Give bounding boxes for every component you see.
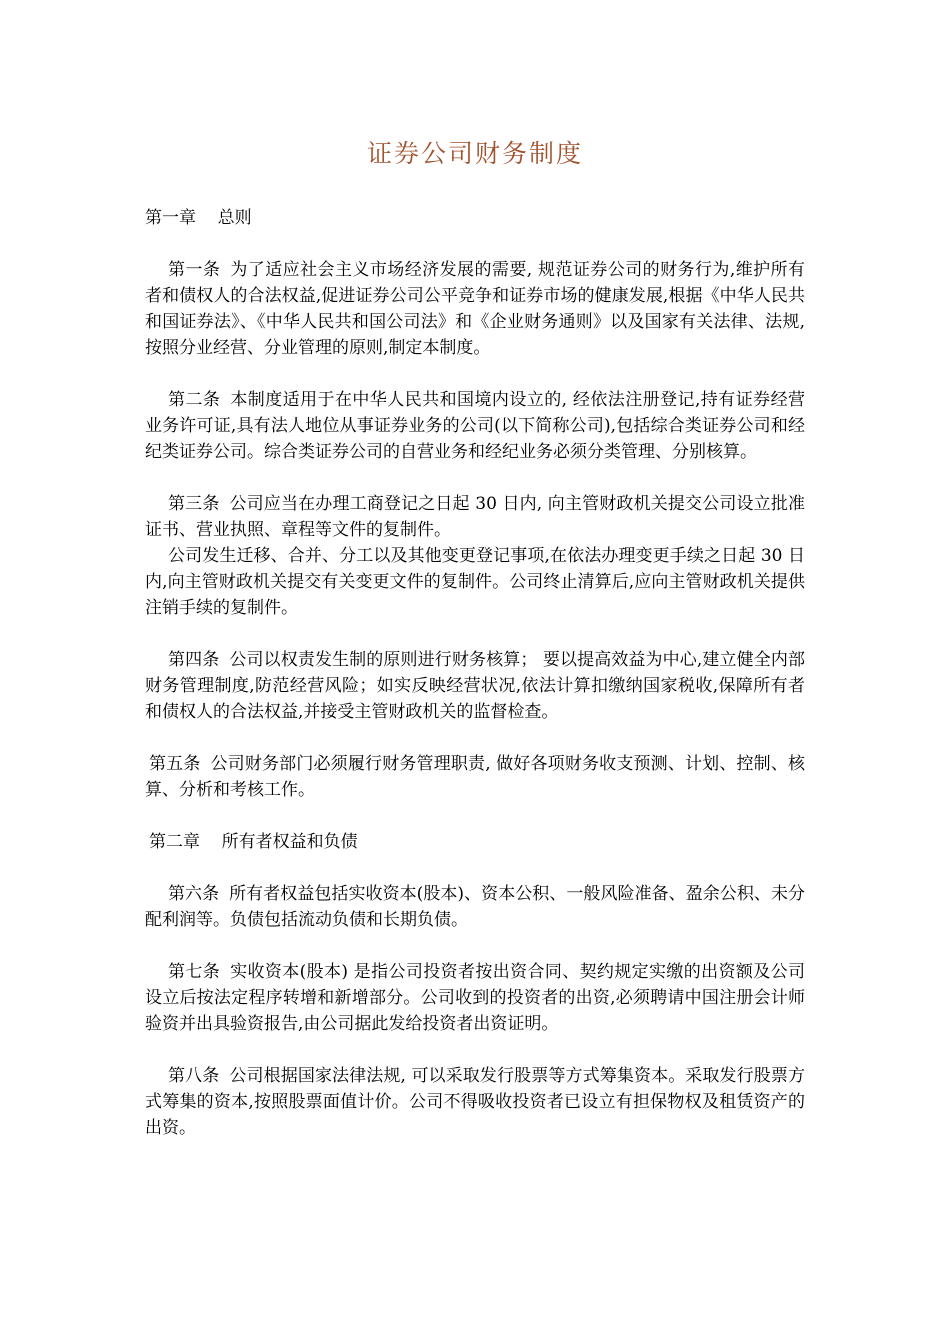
article-text: 本制度适用于在中华人民共和国境内设立的, 经依法注册登记,持有证券经营业务许可证,具有法人地位从事证券业务的公司(以下简称公司),包括综合类证券公司和经纪类证券公司。综合类证券公司的自营业务和经纪业务必须分类管理、分别核算。 xyxy=(145,390,806,462)
chapter-label: 第二章 xyxy=(149,832,200,852)
article-3 xyxy=(145,491,805,621)
article-text: 公司应当在办理工商登记之日起 30 日内, 向主管财政机关提交公司设立批准证书、营业执照、章程等文件的复制件。 xyxy=(145,494,806,540)
article-label: 第四条 xyxy=(168,650,220,670)
article-label: 第五条 xyxy=(149,754,201,774)
article-text: 为了适应社会主义市场经济发展的需要, 规范证券公司的财务行为,维护所有者和债权人的合法权益,促进证券公司公平竞争和证券市场的健康发展,根据《中华人民共和国证券法》、《中华人民共和国公司法》和《企业财务通则》以及国家有关法律、法规,按照分业经营、分业管理的原则,制定本制度。 xyxy=(145,260,806,358)
article-text: 实收资本(股本) 是指公司投资者按出资合同、契约规定实缴的出资额及公司设立后按法定程序转增和新增部分。公司收到的投资者的出资,必须聘请中国注册会计师验资并出具验资报告,由公司据此发给投资者出资证明。 xyxy=(145,962,806,1034)
article-text: 所有者权益包括实收资本(股本)、资本公积、一般风险准备、盈余公积、未分配利润等。负债包括流动负债和长期负债。 xyxy=(145,884,805,930)
article-text: 公司根据国家法律法规, 可以采取发行股票等方式筹集资本。采取发行股票方式筹集的资本,按照股票面值计价。公司不得吸收投资者已设立有担保物权及租赁资产的出资。 xyxy=(145,1066,806,1138)
article-text-continued: 公司发生迁移、合并、分工以及其他变更登记事项,在依法办理变更手续之日起 30 日内,向主管财政机关提交有关变更文件的复制件。公司终止清算后,应向主管财政机关提供注销手续的复制件。 xyxy=(145,546,805,618)
chapter-label: 第一章 xyxy=(145,208,196,228)
article-6 xyxy=(145,881,805,933)
article-5 xyxy=(145,751,805,803)
chapter-name: 所有者权益和负债 xyxy=(221,832,358,852)
article-label: 第六条 xyxy=(168,884,220,904)
article-8 xyxy=(145,1063,805,1141)
article-label: 第八条 xyxy=(168,1066,220,1086)
chapter-2-heading xyxy=(145,829,805,855)
article-7 xyxy=(145,959,805,1037)
document-body xyxy=(145,205,805,1167)
chapter-1-heading xyxy=(145,205,805,231)
article-label: 第三条 xyxy=(168,494,220,514)
chapter-name: 总则 xyxy=(217,208,252,228)
article-text: 公司财务部门必须履行财务管理职责, 做好各项财务收支预测、计划、控制、核算、分析和考核工作。 xyxy=(145,754,806,800)
article-label: 第七条 xyxy=(168,962,221,982)
document-title: 证券公司财务制度 xyxy=(366,139,583,168)
article-2 xyxy=(145,387,805,465)
article-label: 第一条 xyxy=(168,260,221,280)
article-1 xyxy=(145,257,805,361)
article-text: 公司以权责发生制的原则进行财务核算； 要以提高效益为中心,建立健全内部财务管理制度,防范经营风险；如实反映经营状况,依法计算扣缴纳国家税收,保障所有者和债权人的合法权益,并接受主管财政机关的监督检查。 xyxy=(145,650,806,722)
article-label: 第二条 xyxy=(168,390,221,410)
article-4 xyxy=(145,647,805,725)
